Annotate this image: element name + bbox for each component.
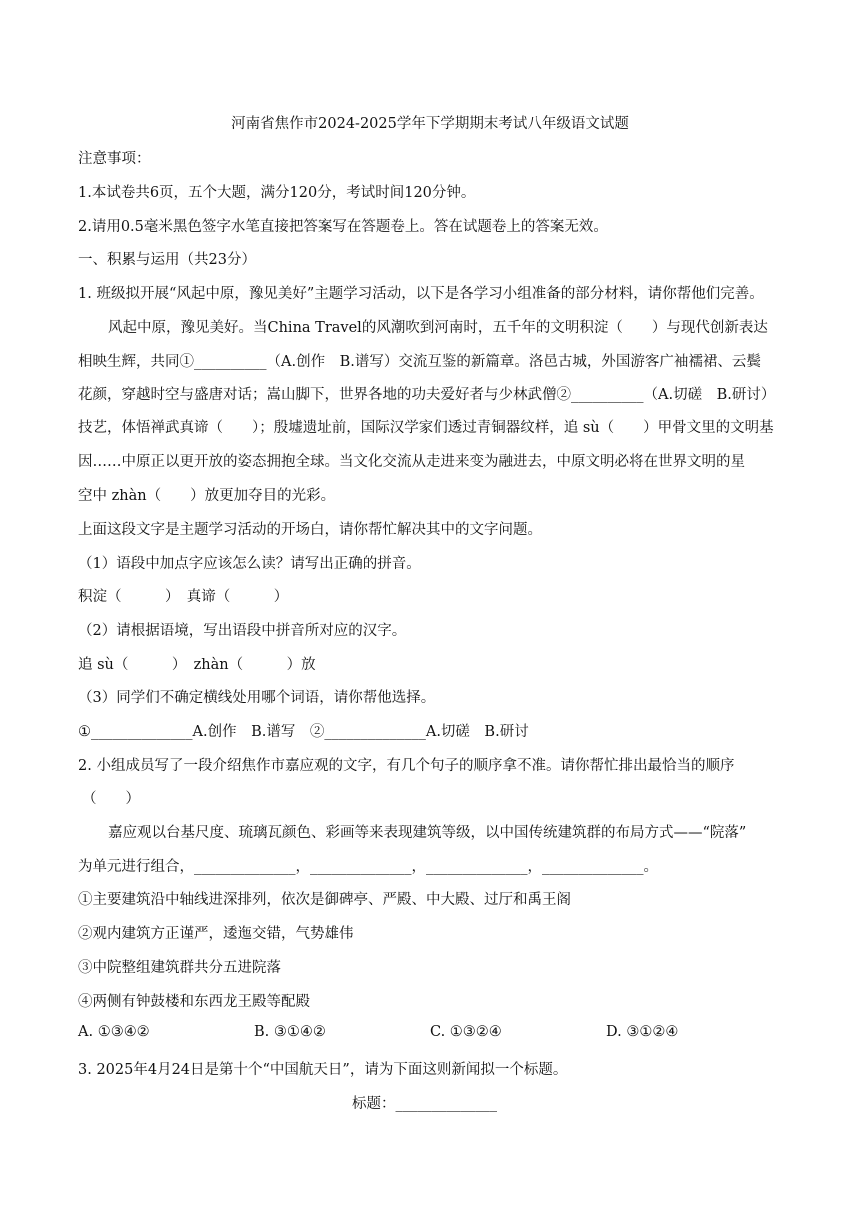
q3-stem: 3. 2025年4月24日是第十个“中国航天日”，请为下面这则新闻拟一个标题。	[78, 1062, 568, 1078]
q1-sub-2: （2）请根据语境，写出语段中拼音所对应的汉字。	[78, 623, 407, 639]
q1-sub-1: （1）语段中加点字应该怎么读？请写出正确的拼音。	[78, 556, 421, 572]
section-1-heading: 一、积累与运用（共23分）	[78, 252, 256, 268]
q1-passage-line-3: 花颜，穿越时空与盛唐对话；嵩山脚下，世界各地的功夫爱好者与少林武僧②__________（A.切磋 B.研讨）	[78, 387, 776, 403]
q1-passage-line-1: 风起中原，豫见美好。当China Travel的风潮吹到河南时，五千年的文明积淀（ ）与现代创新表达	[108, 320, 768, 336]
note-2: 2.请用0.5毫米黑色签字水笔直接把答案写在答题卷上。答在试题卷上的答案无效。	[78, 219, 608, 235]
exam-title: 河南省焦作市2024-2025学年下学期期末考试八年级语文试题	[231, 116, 629, 132]
q2-item-2: ②观内建筑方正谨严，逶迤交错，气势雄伟	[78, 926, 354, 942]
q2-option-a[interactable]: A. ①③④②	[78, 1024, 150, 1040]
q1-sub-3-answer[interactable]: ①______________A.创作 B.谱写 ②______________A.切磋 B.研讨	[78, 724, 529, 740]
q1-sub-1-answer[interactable]: 积淀（ ） 真谛（ ）	[78, 589, 289, 605]
notes-heading: 注意事项：	[78, 151, 151, 167]
note-1: 1.本试卷共6页，五个大题，满分120分，考试时间120分钟。	[78, 185, 476, 201]
q1-sub-2-answer[interactable]: 追 sù（ ） zhàn（ ）放	[78, 657, 316, 673]
q1-sub-3: （3）同学们不确定横线处用哪个词语，请你帮他选择。	[78, 690, 436, 706]
q3-title-field[interactable]: 标题：______________	[352, 1096, 497, 1112]
q1-passage-line-4: 技艺，体悟禅武真谛（ ）；殷墟遗址前，国际汉学家们透过青铜器纹样，追 sù（ ）甲骨文里的文明基	[78, 420, 774, 436]
q1-passage-line-2: 相映生辉，共同①__________（A.创作 B.谱写）交流互鉴的新篇章。洛邑古城，外国游客广袖襦裙、云鬓	[78, 354, 761, 370]
q2-item-3: ③中院整组建筑群共分五进院落	[78, 960, 281, 976]
q1-passage-line-5: 因……中原正以更开放的姿态拥抱全球。当文化交流从走进来变为融进去，中原文明必将在世界文明的星	[78, 454, 745, 470]
q2-stem: 2. 小组成员写了一段介绍焦作市嘉应观的文字，有几个句子的顺序拿不准。请你帮忙排出最恰当的顺序	[78, 758, 735, 774]
q2-passage-line-1: 嘉应观以台基尺度、琉璃瓦颜色、彩画等来表现建筑等级，以中国传统建筑群的布局方式——“院落”	[108, 825, 747, 841]
q2-option-c[interactable]: C. ①③②④	[430, 1024, 502, 1040]
q2-answer-paren[interactable]: （ ）	[82, 791, 140, 807]
q1-intro: 上面这段文字是主题学习活动的开场白，请你帮忙解决其中的文字问题。	[78, 522, 542, 538]
q2-option-b[interactable]: B. ③①④②	[254, 1024, 326, 1040]
q2-option-d[interactable]: D. ③①②④	[606, 1024, 679, 1040]
q2-passage-line-2: 为单元进行组合，______________，______________，______________，______________。	[78, 859, 658, 875]
q1-stem: 1. 班级拟开展“风起中原，豫见美好”主题学习活动，以下是各学习小组准备的部分材料，请你帮他们完善。	[78, 286, 764, 302]
q2-item-1: ①主要建筑沿中轴线进深排列，依次是御碑亭、严殿、中大殿、过厅和禹王阁	[78, 892, 571, 908]
q2-item-4: ④两侧有钟鼓楼和东西龙王殿等配殿	[78, 994, 310, 1010]
q1-passage-line-6: 空中 zhàn（ ）放更加夺目的光彩。	[78, 488, 336, 504]
